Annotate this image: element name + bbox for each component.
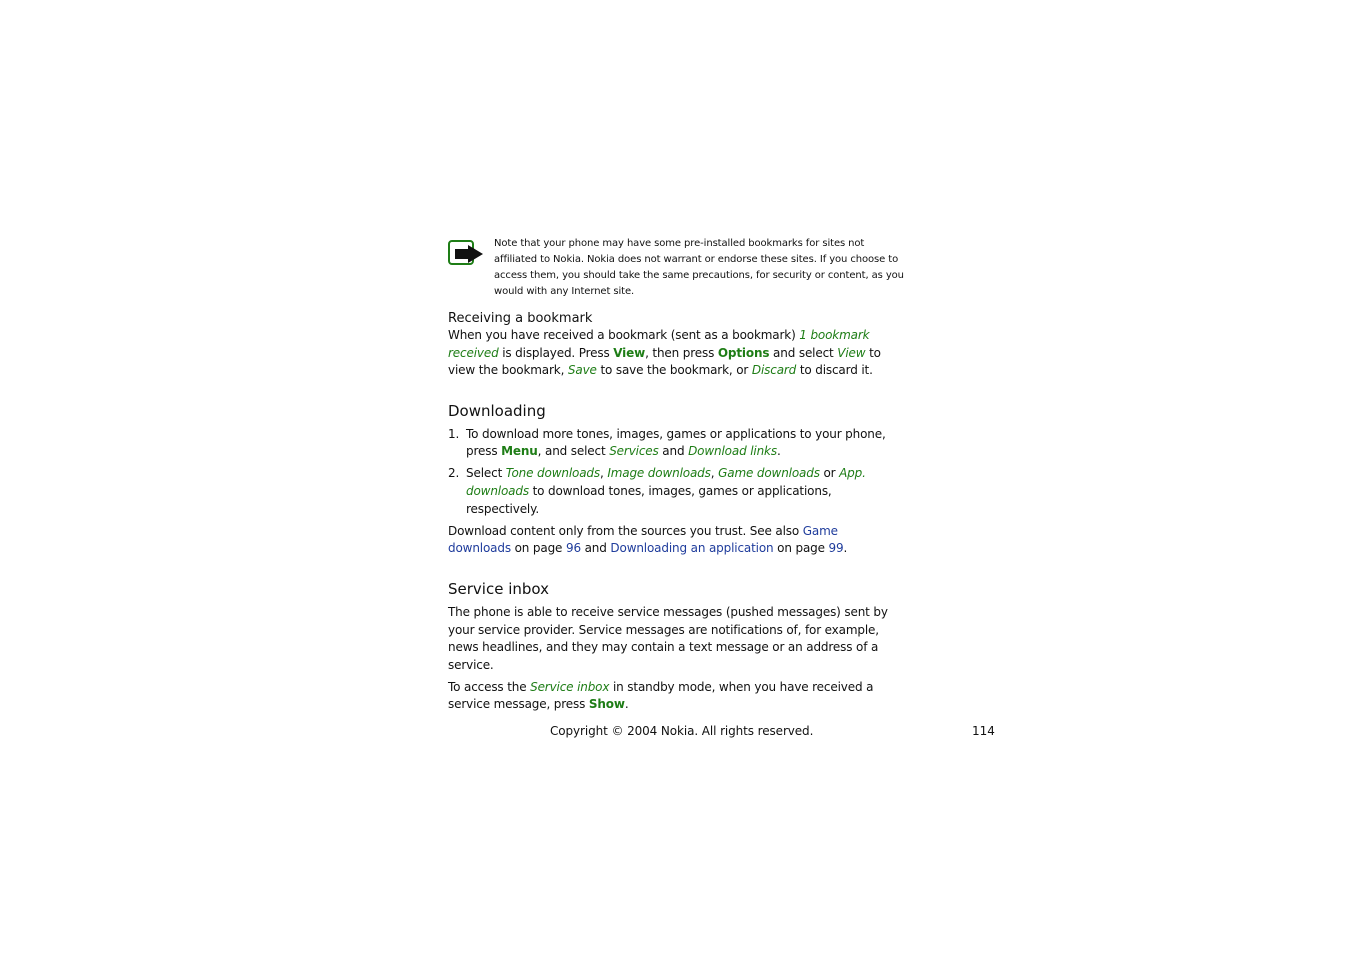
step-number: 1. <box>448 426 460 441</box>
downloading-paragraph: Download content only from the sources you trust. See also Game downloads on page 96 and Downloading an application on page 99. <box>448 523 848 556</box>
note-text: Note that your phone may have some pre-installed bookmarks for sites not affiliated to Nokia. Nokia does not warrant or endorse these sites. If you choose to access them, you should take the same precautions, for security or content, as you would with any Internet site. <box>494 238 904 297</box>
menu-text-image-downloads: Image downloads <box>607 466 711 481</box>
link-page-99[interactable]: 99 <box>828 541 844 556</box>
service-inbox-paragraph-2: To access the Service inbox in standby mode, when you have received a service message, press Show. <box>448 679 874 712</box>
list-item: 2. Select Tone downloads, Image downloads, Game downloads or App. downloads to download tones, images, games or applications, respectively. <box>448 466 866 516</box>
link-downloading-an-application[interactable]: Downloading an application <box>610 541 774 556</box>
menu-text-discard: Discard <box>751 363 797 378</box>
note-box <box>448 236 904 300</box>
note-icon <box>448 240 484 266</box>
downloading-heading: Downloading <box>448 401 546 420</box>
key-view: View <box>613 345 646 360</box>
service-inbox-heading: Service inbox <box>448 579 549 598</box>
link-page-96[interactable]: 96 <box>565 541 581 556</box>
menu-text-save: Save <box>567 363 597 378</box>
service-inbox-paragraph-1: The phone is able to receive service messages (pushed messages) sent by your service provider. Service messages are notifications of, for example, news headlines, and they may contain a text message or an address of a service. <box>448 604 888 672</box>
menu-text-app-downloads: App. downloads <box>466 466 866 499</box>
downloading-steps <box>448 426 904 518</box>
document-page <box>448 236 904 719</box>
receiving-bookmark-paragraph: When you have received a bookmark (sent as a bookmark) 1 bookmark received is displayed. Press View, then press Options and select View to view the bookmark, Save to save the bookmark, or Discard to discard it. <box>448 328 881 378</box>
key-menu: Menu <box>501 444 538 459</box>
footer-copyright: Copyright © 2004 Nokia. All rights reserved. <box>550 724 814 738</box>
menu-text-bookmark-received: 1 bookmark received <box>448 328 870 360</box>
list-item: 1. To download more tones, images, games or applications to your phone, press Menu, and select Services and Download links. <box>448 426 886 459</box>
menu-text-download-links: Download links <box>688 444 777 459</box>
menu-text-services: Services <box>609 444 659 459</box>
menu-text-view: View <box>837 345 866 360</box>
footer-page-number: 114 <box>972 724 995 738</box>
key-options: Options <box>717 345 770 360</box>
link-game-downloads[interactable]: Game downloads <box>448 523 838 556</box>
menu-text-service-inbox: Service inbox <box>530 679 610 694</box>
step-number: 2. <box>448 466 460 481</box>
key-show: Show <box>588 697 625 712</box>
receiving-bookmark-heading: Receiving a bookmark <box>448 311 593 326</box>
menu-text-tone-downloads: Tone downloads <box>505 466 600 481</box>
menu-text-game-downloads: Game downloads <box>718 466 820 481</box>
